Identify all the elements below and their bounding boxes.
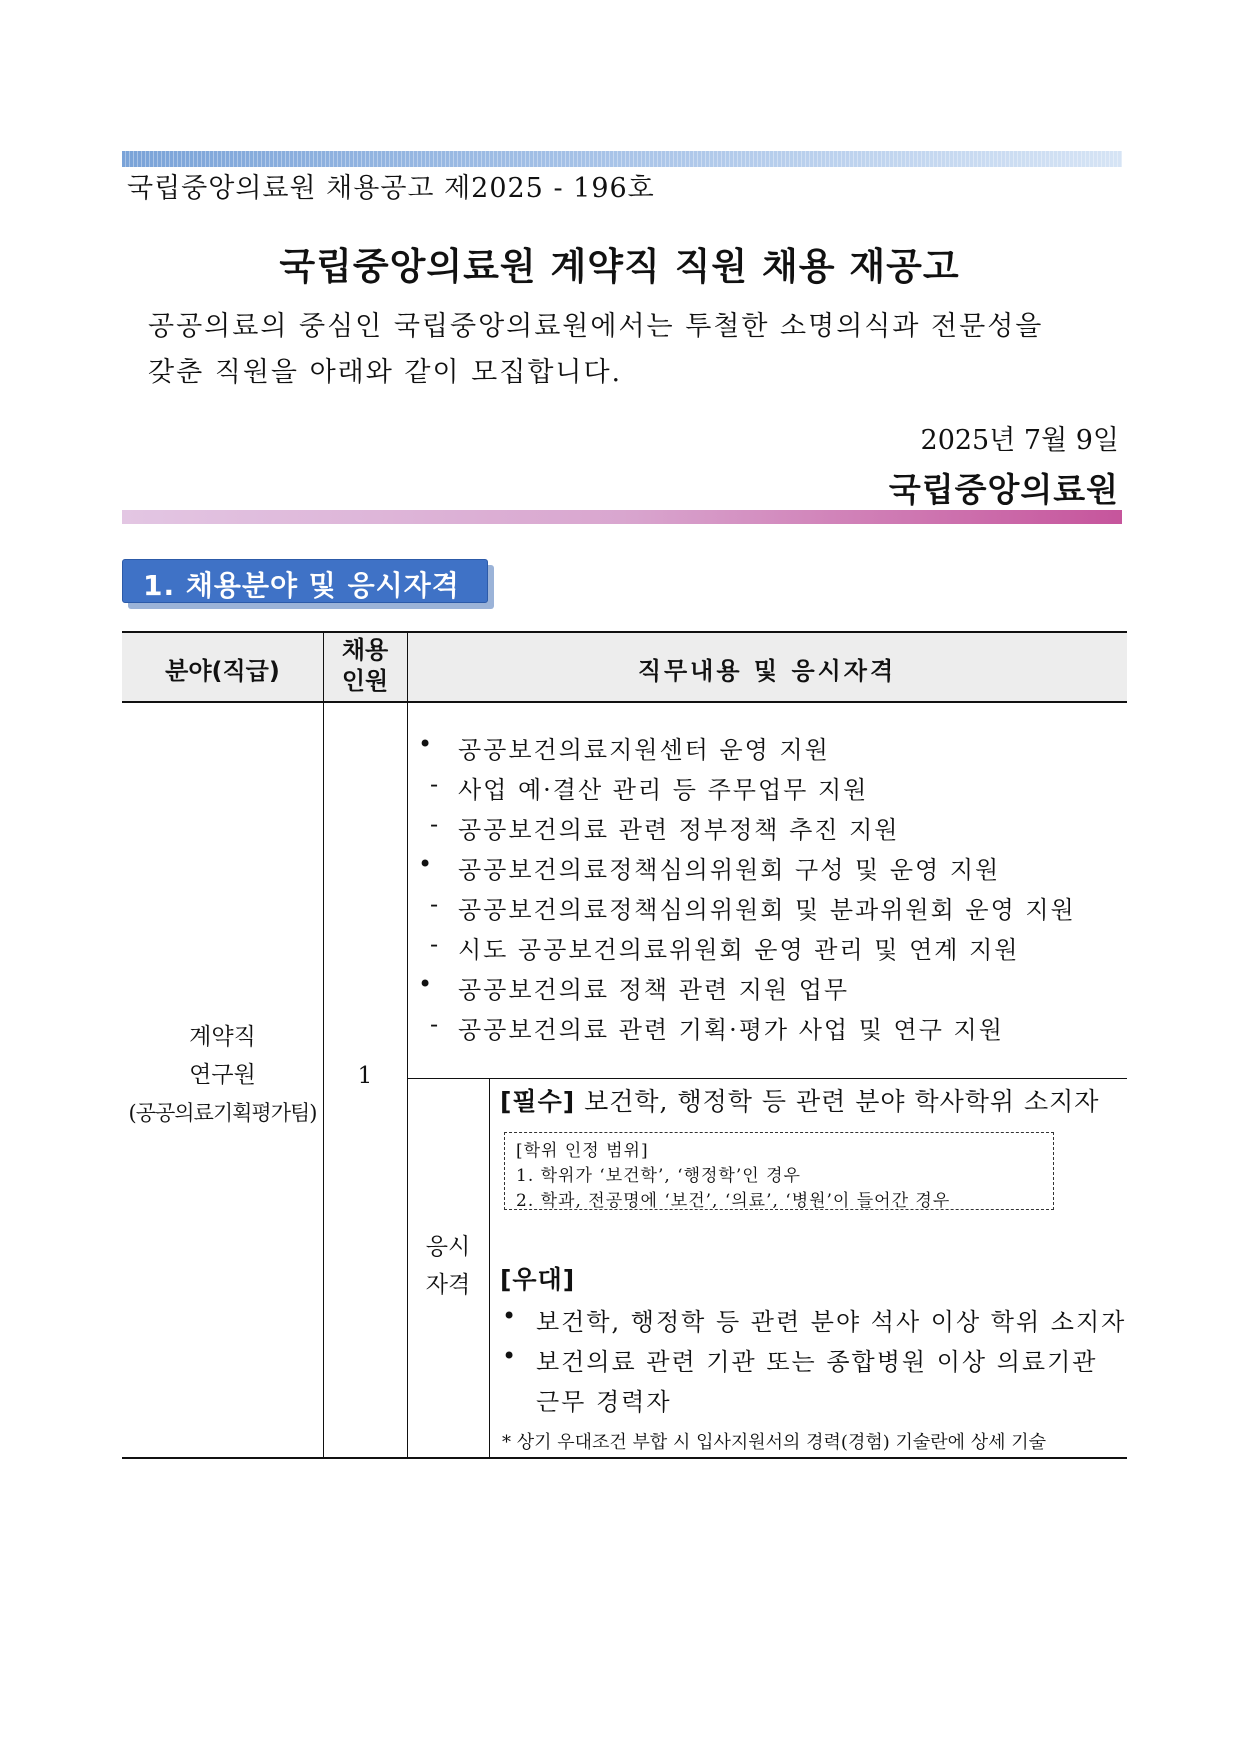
qualification-label-line1: 응시 — [425, 1234, 471, 1260]
required-text: 보건학, 행정학 등 관련 분야 학사학위 소지자 — [584, 1087, 1100, 1116]
qualification-label — [407, 1228, 489, 1304]
field-line-3: (공공의료기획평가팀) — [128, 1101, 317, 1125]
qualification-column-divider — [489, 1078, 490, 1458]
degree-box-line-2: 2. 학과, 전공명에 ‘보건’, ‘의료’, ‘병원’이 들어간 경우 — [516, 1191, 951, 1211]
field-cell — [122, 1018, 323, 1132]
divider-bar — [122, 510, 1122, 524]
field-line-1: 계약직 — [189, 1024, 256, 1050]
header-duties: 직무내용 및 응시자격 — [637, 657, 897, 685]
column-divider-2 — [407, 631, 408, 1459]
table-bottom-border — [122, 1457, 1127, 1459]
degree-box-line-1: 1. 학위가 ‘보건학’, ‘행정학’인 경우 — [516, 1166, 801, 1186]
header-headcount — [323, 635, 407, 697]
intro-paragraph — [148, 304, 1098, 396]
notice-date: 2025년 7월 9일 — [920, 425, 1119, 456]
header-field: 분야(직급) — [165, 657, 280, 685]
headcount-value: 1 — [357, 1063, 373, 1089]
top-bar-stripes — [122, 151, 1122, 167]
field-line-2: 연구원 — [189, 1062, 256, 1088]
intro-line-2: 갖춘 직원을 아래와 같이 모집합니다. — [148, 357, 623, 388]
column-divider-1 — [323, 631, 324, 1459]
page-title: 국립중앙의료원 계약직 직원 채용 재공고 — [279, 245, 960, 288]
degree-box-title: [학위 인정 범위] — [516, 1141, 649, 1161]
section-heading: 1. 채용분야 및 응시자격 — [143, 569, 460, 602]
header-headcount-line2: 인원 — [341, 667, 389, 695]
preferred-heading — [500, 1260, 575, 1296]
preferred-note: * 상기 우대조건 부합 시 입사지원서의 경력(경험) 기술란에 상세 기술 — [502, 1432, 1047, 1453]
notice-number: 국립중앙의료원 채용공고 제2025 - 196호 — [127, 173, 655, 204]
inner-row-divider — [407, 1078, 1127, 1079]
qualification-label-line2: 자격 — [425, 1272, 471, 1298]
table-top-border — [122, 631, 1127, 633]
required-tag: [필수] — [500, 1087, 576, 1116]
required-qualification — [500, 1082, 1099, 1118]
section-heading-badge — [122, 559, 488, 603]
header-headcount-line1: 채용 — [341, 636, 389, 664]
organization-name: 국립중앙의료원 — [888, 470, 1119, 509]
intro-line-1: 공공의료의 중심인 국립중앙의료원에서는 투철한 소명의식과 전문성을 — [148, 311, 1044, 342]
table-header-border — [122, 701, 1127, 703]
preferred-tag: [우대] — [500, 1265, 576, 1294]
